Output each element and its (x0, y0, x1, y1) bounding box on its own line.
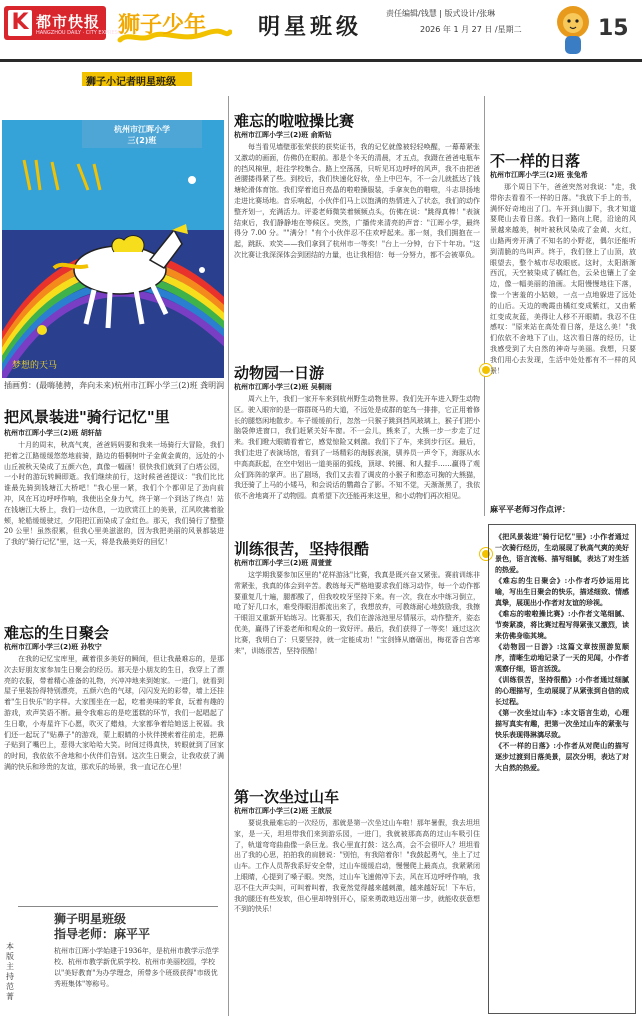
review-paragraph: 《不一样的日落》:小作者从对爬山的描写逐步过渡到日落美景，层次分明，表达了对大自然的热爱。 (495, 741, 629, 772)
school-intro: 杭州市江晖小学始建于1936年，是杭州市教学示范学校、杭州市教学新优质学校、杭州市美丽校园，学校以"美好教育"为办学理念，所带多个班级获得"市级优秀班集体"等称号。 (54, 947, 219, 988)
article-title: 不一样的日落 (490, 152, 581, 170)
review-paragraph: 《难忘的啦啦操比赛》:小作者文笔细腻、节奏紧凑，将比赛过程写得紧张又激烈，读来仿佛身临其境。 (495, 609, 629, 640)
review-heading: 麻平平老师习作点评： (490, 505, 570, 514)
review-paragraph: 《第一次坐过山车》:本文语言生动，心理描写真实有趣，把第一次坐过山车的紧张与快乐表现得淋漓尽致。 (495, 708, 629, 739)
column-divider (228, 96, 229, 1016)
article-byline: 杭州市江晖小学三(2)班 胡轩喆 (4, 429, 102, 437)
class-tag-line2: 三(2)班 (127, 136, 157, 145)
painting-caption: 插画剪：(最嗨驰骋，奔向未来)杭州市江晖小学三(2)班 龚明润 (4, 381, 225, 390)
teacher-review-box (488, 524, 636, 1014)
painting-title: 梦想的天马 (12, 361, 58, 371)
article-body: 每当看见墙壁那张荣获的获奖证书，我的记忆就像被轻轻唤醒，一幕幕紧张又激动的画面，仿佛仍在眼前。那是个冬天的清晨，才五点，我蹑在爸爸电瓶车的挡风棉里，赶往学校集合。路上空荡荡，只听见耳边呼呼的风声，我不由把爸爸腰搂得紧了些。到校后，我们快速化好妆，坐上中巴车，不一会儿就抵达了钱塘轮滑体育馆。我们穿着追日亮晶的啦啦操服装，手拿灰色的啪啦，斗志昂扬地走进比赛场地。音乐响起，小伙伴们马上以饱满的热情进入了状态，我们的动作整齐划一，充满活力。评委老师微笑着频频点头，仿佛在说："跳得真棒！"表演结束后，我们静静地在等候区。突然，广播传来清亮的声音："江晖小学，最终得分 7.00 分。""满分！"有个小伙伴忍不住欢呼起来。那一刻，我们拥抱在一起，跳跃、欢笑——我们拿到了杭州市一等奖！"台上一分钟，台下十年功。"这次比赛让我深深体会到团结的力量，也让我相信：每一分努力，都不会被辜负。 (234, 143, 480, 259)
class-tag-line1: 杭州市江晖小学 (114, 125, 170, 134)
page-number: 15 (598, 16, 629, 41)
lion-mascot-icon (552, 4, 594, 56)
divider (18, 906, 218, 907)
article-title: 难忘的生日聚会 (4, 624, 110, 642)
editor-note: 本版主持 范菁 (6, 942, 14, 1001)
article-byline: 杭州市江晖小学三(2)班 张兔希 (490, 171, 588, 179)
article-body: 在我的记忆宝库里，藏着很多美好的瞬间，但让我最难忘的，是那次去好朋友家参加生日聚会的经历。那天是小朋友的生日，我穿上了漂亮的衣服，带着精心准备的礼物，兴冲冲地来到她家。一进门，就看到屋子里装扮得特别漂亮，五颜六色的气球，闪闪发光的彩带，墙上还挂着"生日快乐"的字样。大家围坐在一起，吃着美味的零食，玩着有趣的游戏，欢声笑语不断。最令我难忘的是吃蛋糕的环节，我们一起唱起了生日歌，小寿星许下心愿，吹灭了蜡烛，大家都争着给她送上祝福。我们还一起玩了"贴鼻子"的游戏，蒙上眼睛的小伙伴摸索着往前走，把鼻子贴到了嘴巴上，惹得大家哈哈大笑。时间过得真快，转眼就到了回家的时间，我依依不舍地和小伙伴们告别。这次生日聚会，让我收获了满满的快乐和珍贵的友谊，那欢乐的场景，我一直记在心里！ (4, 655, 224, 771)
article-title: 把风景装进"骑行记忆"里 (4, 408, 170, 426)
article-byline: 杭州市江晖小学三(2)班 王歆辰 (234, 807, 332, 815)
editor-credits: 责任编辑/钱慧 | 版式设计/张琳 (386, 9, 496, 18)
article-body: 十月的周末，秋高气爽，爸爸妈妈要和我来一场骑行大冒险，我们把着之江路缓缓悠悠地前骑，路边的梧桐树叶子金黄金黄的，远处的小山丘被秋天染成了五颜六色，真像一幅画！很快我们就到了白塔公园，一小时的游玩转瞬即逝。我们继续前行，这时候爸爸提议："我们比比谁最先骑到钱塘江大桥吧！"我心里一紧，我们个个都卯足了劲向前冲，风在耳边呼呼作响，我使出全身力气，终于第一个到达了终点！站在钱塘江大桥上，我们一边休息，一边欣赏江上的美景，江风吹拂着脸颊，轮船缓缓驶过，夕阳把江面染成了金红色。那天，我们骑行了整整 20 公里！虽然很累，但我心里美滋滋的，因为我把美丽的风景都装进了我的"骑行记忆"里，这一天，将是我最美好的回忆！ (4, 441, 224, 547)
article-byline: 杭州市江晖小学三(2)班 吴桐雨 (234, 383, 332, 391)
student-painting (2, 120, 224, 378)
column-divider (484, 96, 485, 516)
review-paragraph: 《难忘的生日聚会》:小作者巧妙运用比喻，写出生日聚会的快乐，描述细致、情感真挚，展现出小作者对友谊的珍视。 (495, 576, 629, 607)
article-body: 要说我最难忘的一次经历，那就是第一次坐过山车啦！那年暑假，我去坦坦家，是一天，坦坦带我们来到游乐园，一进门，我就被那高高的过山车吸引住了，轨道弯弯曲曲像一条巨龙。我心里直打鼓：这么高，会不会很吓人？坦坦看出了我的心思，拍拍我的肩膀说："别怕，有我陪着你！"我鼓起勇气，坐上了过山车。工作人员帮我系好安全带，过山车缓缓启动，慢慢爬上最高点，我紧紧闭上眼睛，心提到了嗓子眼。突然，过山车飞速俯冲下去，风在耳边呼呼作响，我忍不住大声尖叫，可叫着叫着，我竟然觉得越来越刺激，越来越好玩！下车后，我的腿还有些发软，但心里却特别开心，原来勇敢地迈出第一步，就能收获意想不到的快乐！ (234, 819, 480, 914)
k-logo-icon: K (8, 10, 32, 36)
article-body: 这学期我要参加区里的"花样游泳"比赛，我真是既兴奋又紧张。赛前训练非常紧张，我真的体会到辛苦。教练每天严格地要求我们练习动作，每一个动作都要重复几十遍，腿都酸了，但我咬咬牙坚持下来。有一次，我在水中练习倒立，呛了好几口水，难受得眼泪都流出来了，我想放弃，可教练耐心地鼓励我，我擦干眼泪又重新开始练习。比赛那天，我们在游泳池里尽情展示，动作整齐，姿态优美，赢得了评委老师和观众的一致好评。最后，我们获得了一等奖！通过这次比赛，我明白了：只要坚持，就一定能成功！"宝剑锋从磨砺出，梅花香自苦寒来"，训练很苦，坚持很酷！ (234, 571, 480, 655)
masthead (0, 0, 642, 62)
teacher-name: 指导老师：麻平平 (54, 927, 151, 941)
article-title: 动物园一日游 (234, 364, 325, 382)
brand-title: 狮子少年 (118, 12, 207, 38)
article-body: 周六上午，我们一家开车来到杭州野生动物世界。我们先开车进入野生动物区。驶入眼帘的是一群群斑马的大道，不远处是成群的鸵鸟一排排，它正用着修长的腿悠闲地散步。车子缓缓前行，忽然一只猴子跳到挡风玻璃上，猴子们把小脑袋伸进窗口，我们赶紧关好车窗。不一会儿，熊来了，大熊一步一步走了过来。我们瞪大眼睛看着它，感觉惊险又刺激。我们下了车，来到步行区。最后，我们走进了表演场馆，看到了一场精彩的海豚表演，驯养员一声令下，海豚从水中高高跃起，在空中划出一道美丽的弧线，顶球、转圈、和人握手……赢得了观众们阵阵的掌声。出了剧场，我们又去看了调皮的小猴子和憨态可掬的大熊猫，我还骑了上马的小矮马，和会说话的鹦鹉合了影。不知不觉，天渐渐黑了，我依依不舍地离开了动物园。真希望下次还能再来这里，和小动物们再次相见。 (234, 395, 480, 501)
brand-logo-art (112, 2, 232, 48)
article-title: 难忘的啦啦操比赛 (234, 112, 355, 130)
logo-subtext: HANGZHOU DAILY · CITY EXPRESS (36, 30, 122, 36)
article-title: 第一次坐过山车 (234, 788, 340, 806)
class-name: 狮子明星班级 (54, 912, 127, 926)
review-paragraph: 《动物园一日游》:这篇文章按照游览顺序，清晰生动地记录了一天的见闻，小作者观察仔细，语言活泼。 (495, 642, 629, 673)
article-body: 那个周日下午，爸爸突然对我说："走，我带你去看看不一样的日落。"我放下手上的书，满怀好奇地出了门。车开到山脚下，我才知道要爬山去看日落。我们一路向上爬，沿途的风景越来越美，树叶被秋风染成了金黄、火红，山路两旁开满了不知名的小野花，偶尔还能听到清脆的鸟叫声。终于，我们登上了山顶，放眼望去，整个城市尽收眼底。这时，太阳渐渐西沉，天空被染成了橘红色，云朵也镶上了金边，像一幅美丽的油画。太阳慢慢地往下落，像一个害羞的小姑娘，一点一点地躲进了远处的山后。天边的晚霞由橘红变成紫红，又由紫红变成灰蓝，美得让人移不开眼睛。我忍不住感叹："原来站在高处看日落，是这么美！"我们依依不舍地下了山，这次看日落的经历，让我感受到了大自然的神奇与美丽。我想，只要我们用心去发现，生活中处处都有不一样的风景！ (490, 183, 636, 375)
article-title: 训练很苦，坚持很酷 (234, 540, 370, 558)
article-byline: 杭州市江晖小学三(2)班 俞斯钻 (234, 131, 332, 139)
logo-text: 都市快报 (36, 13, 101, 31)
info-title (54, 912, 150, 942)
article-byline: 杭州市江晖小学三(2)班 孙牧宁 (4, 643, 102, 651)
issue-date: 2026 年 1 月 27 日 /星期二 (420, 25, 522, 34)
review-paragraph: 《把风景装进"骑行记忆"里》:小作者通过一次骑行经历，生动展现了秋高气爽的美好景色，语言流畅、描写细腻，表达了对生活的热爱。 (495, 532, 629, 574)
article-byline: 杭州市江晖小学三(2)班 周萱萱 (234, 559, 332, 567)
banner-text: 狮子小记者明星班级 (86, 77, 176, 88)
newspaper-logo[interactable] (4, 6, 122, 40)
review-paragraph: 《训练很苦，坚持很酷》:小作者通过细腻的心理描写，生动展现了从紧张到自信的成长过程。 (495, 675, 629, 706)
section-title: 明星班级 (258, 14, 363, 40)
